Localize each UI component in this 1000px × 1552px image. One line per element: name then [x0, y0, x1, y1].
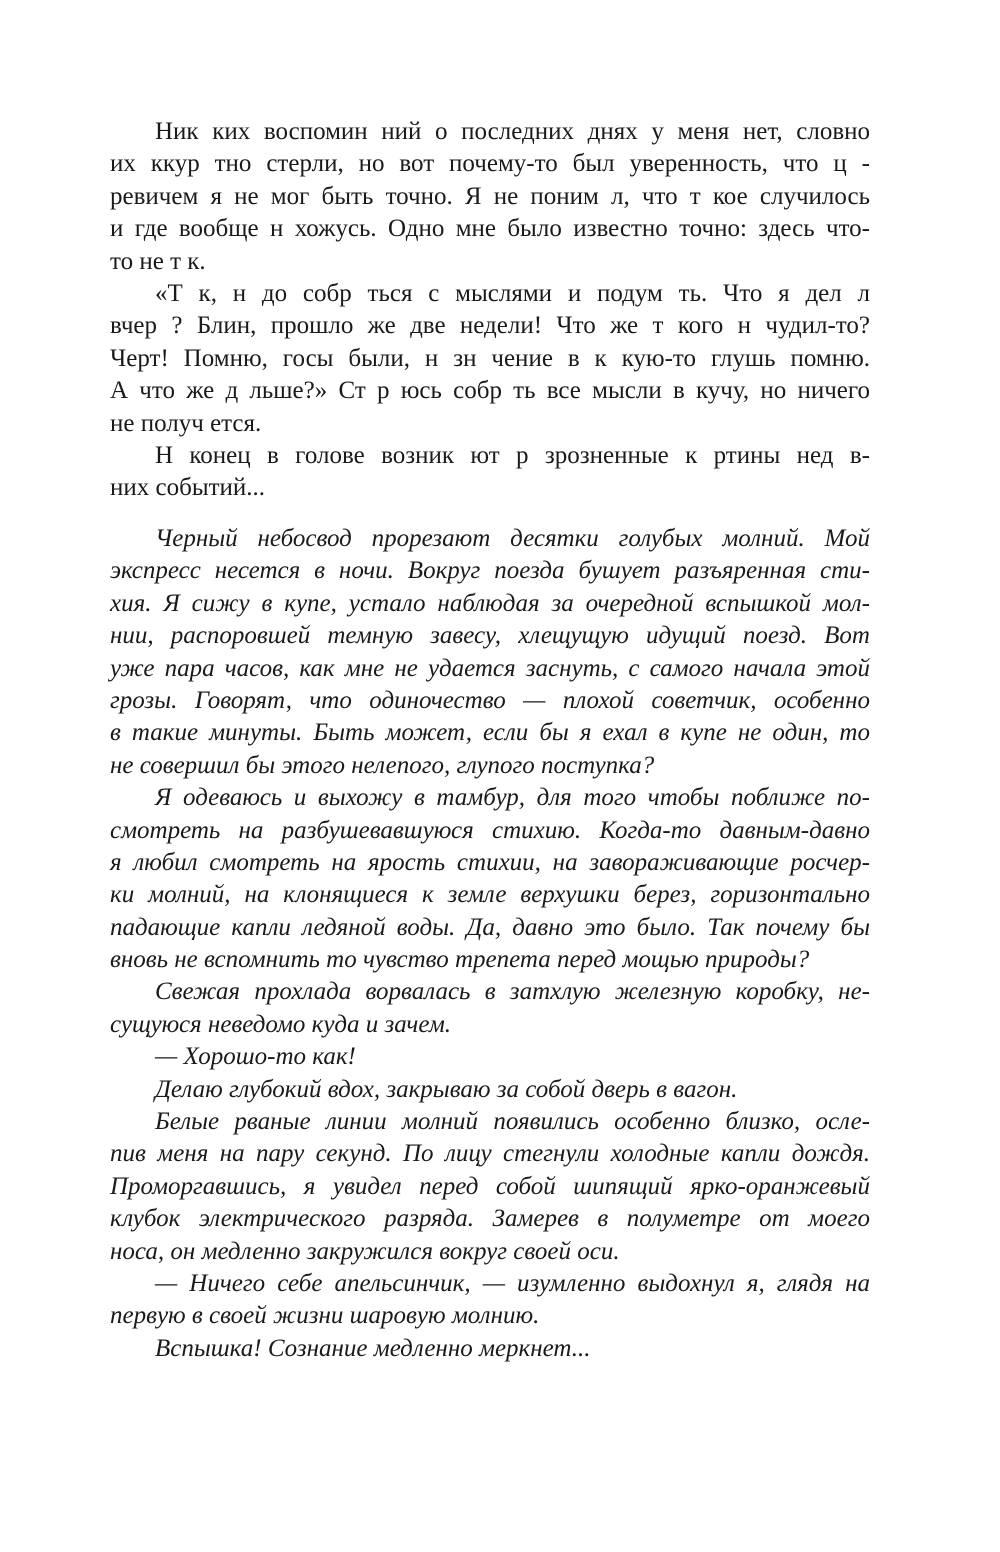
text-line: Черт! Помню, госы были, н зн чение в к кую-то глушь помню.: [110, 344, 870, 372]
text-line: уже пара часов, как мне не удается заснуть, с самого начала этой: [110, 654, 870, 682]
text-line: в такие минуты. Быть может, если бы я ехал в купе не один, то: [110, 719, 870, 747]
text-line: вновь не вспомнить то чувство трепета перед мощью природы?: [110, 946, 810, 974]
text-line: Черный небосвод прорезают десятки голубых молний. Мой: [155, 525, 870, 552]
text-line: носа, он медленно закружился вокруг своей оси.: [110, 1237, 620, 1265]
flashback-paragraph: [110, 1041, 870, 1073]
flashback-paragraph: [110, 782, 870, 976]
text-line: Н конец в голове возник ют р зрозненные к ртины нед в-: [155, 441, 870, 469]
flashback-paragraph: [110, 523, 870, 782]
intro-paragraph: [110, 440, 870, 505]
intro-paragraph: [110, 278, 870, 440]
text-line: грозы. Говорят, что одиночество — плохой советчик, особенно: [110, 686, 870, 714]
text-line: экспресс несется в ночи. Вокруг поезда бушует разъяренная сти-: [110, 557, 870, 585]
text-line: то не т к.: [110, 247, 206, 275]
text-line: смотреть на разбушевавшуюся стихию. Когда-то давным-давно: [110, 816, 870, 844]
text-line: клубок электрического разряда. Замерев в полуметре от моего: [110, 1205, 870, 1233]
flashback-paragraph: [110, 1268, 870, 1333]
text-line: Проморгавшись, я увидел перед собой шипящий ярко-оранжевый: [110, 1172, 870, 1200]
text-line: и где вообще н хожусь. Одно мне было известно точно: здесь что-: [110, 215, 870, 243]
flashback-paragraph: [110, 1074, 870, 1106]
text-line: Свежая прохлада ворвалась в затхлую железную коробку, не-: [155, 978, 870, 1006]
text-line: — Хорошо-то как!: [155, 1043, 356, 1071]
flashback-paragraph: [110, 976, 870, 1041]
text-line: Вспышка! Сознание медленно меркнет...: [155, 1334, 591, 1362]
text-line: хия. Я сижу в купе, устало наблюдая за очередной вспышкой мол-: [110, 589, 870, 617]
text-line: пив меня на пару секунд. По лицу стегнули холодные капли дождя.: [110, 1140, 870, 1168]
flashback-paragraph: [110, 1333, 870, 1365]
text-line: падающие капли ледяной воды. Да, давно это было. Так почему бы: [110, 913, 870, 941]
text-line: А что же д льше?» Ст р юсь собр ть все мысли в кучу, но ничего: [110, 377, 870, 405]
text-line: Делаю глубокий вдох, закрываю за собой дверь в вагон.: [155, 1075, 738, 1103]
text-line: ки молний, на клонящиеся к земле верхушки берез, горизонтально: [110, 881, 870, 909]
text-line: Ник ких воспомин ний о последних днях у меня нет, словно: [155, 118, 870, 145]
text-line: первую в своей жизни шаровую молнию.: [110, 1302, 540, 1330]
flashback-section: [110, 523, 870, 1365]
text-line: — Ничего себе апельсинчик, — изумленно выдохнул я, глядя на: [155, 1269, 870, 1297]
text-line: их ккур тно стерли, но вот почему-то был уверенность, что ц -: [110, 150, 870, 178]
intro-paragraph: [110, 116, 870, 278]
text-line: Я одеваюсь и выхожу в тамбур, для того чтобы поближе по-: [155, 784, 870, 812]
text-line: не совершил бы этого нелепого, глупого поступка?: [110, 751, 655, 779]
text-line: я любил смотреть на ярость стихии, на завораживающие росчер-: [110, 848, 870, 876]
text-line: «Т к, н до собр ться с мыслями и подум ть. Что я дел л: [155, 279, 870, 307]
text-line: них событий...: [110, 474, 266, 502]
text-line: сущуюся неведомо куда и зачем.: [110, 1010, 452, 1038]
intro-section: [110, 116, 870, 505]
text-line: нии, распоровшей темную завесу, хлещущую идущий поезд. Вот: [110, 622, 870, 650]
text-line: ревичем я не мог быть точно. Я не поним л, что т кое случилось: [110, 182, 870, 210]
flashback-paragraph: [110, 1106, 870, 1268]
text-line: не получ ется.: [110, 409, 262, 437]
text-line: вчер ? Блин, прошло же две недели! Что же т кого н чудил-то?: [110, 312, 870, 340]
text-line: Белые рваные линии молний появились особенно близко, осле-: [155, 1108, 870, 1136]
